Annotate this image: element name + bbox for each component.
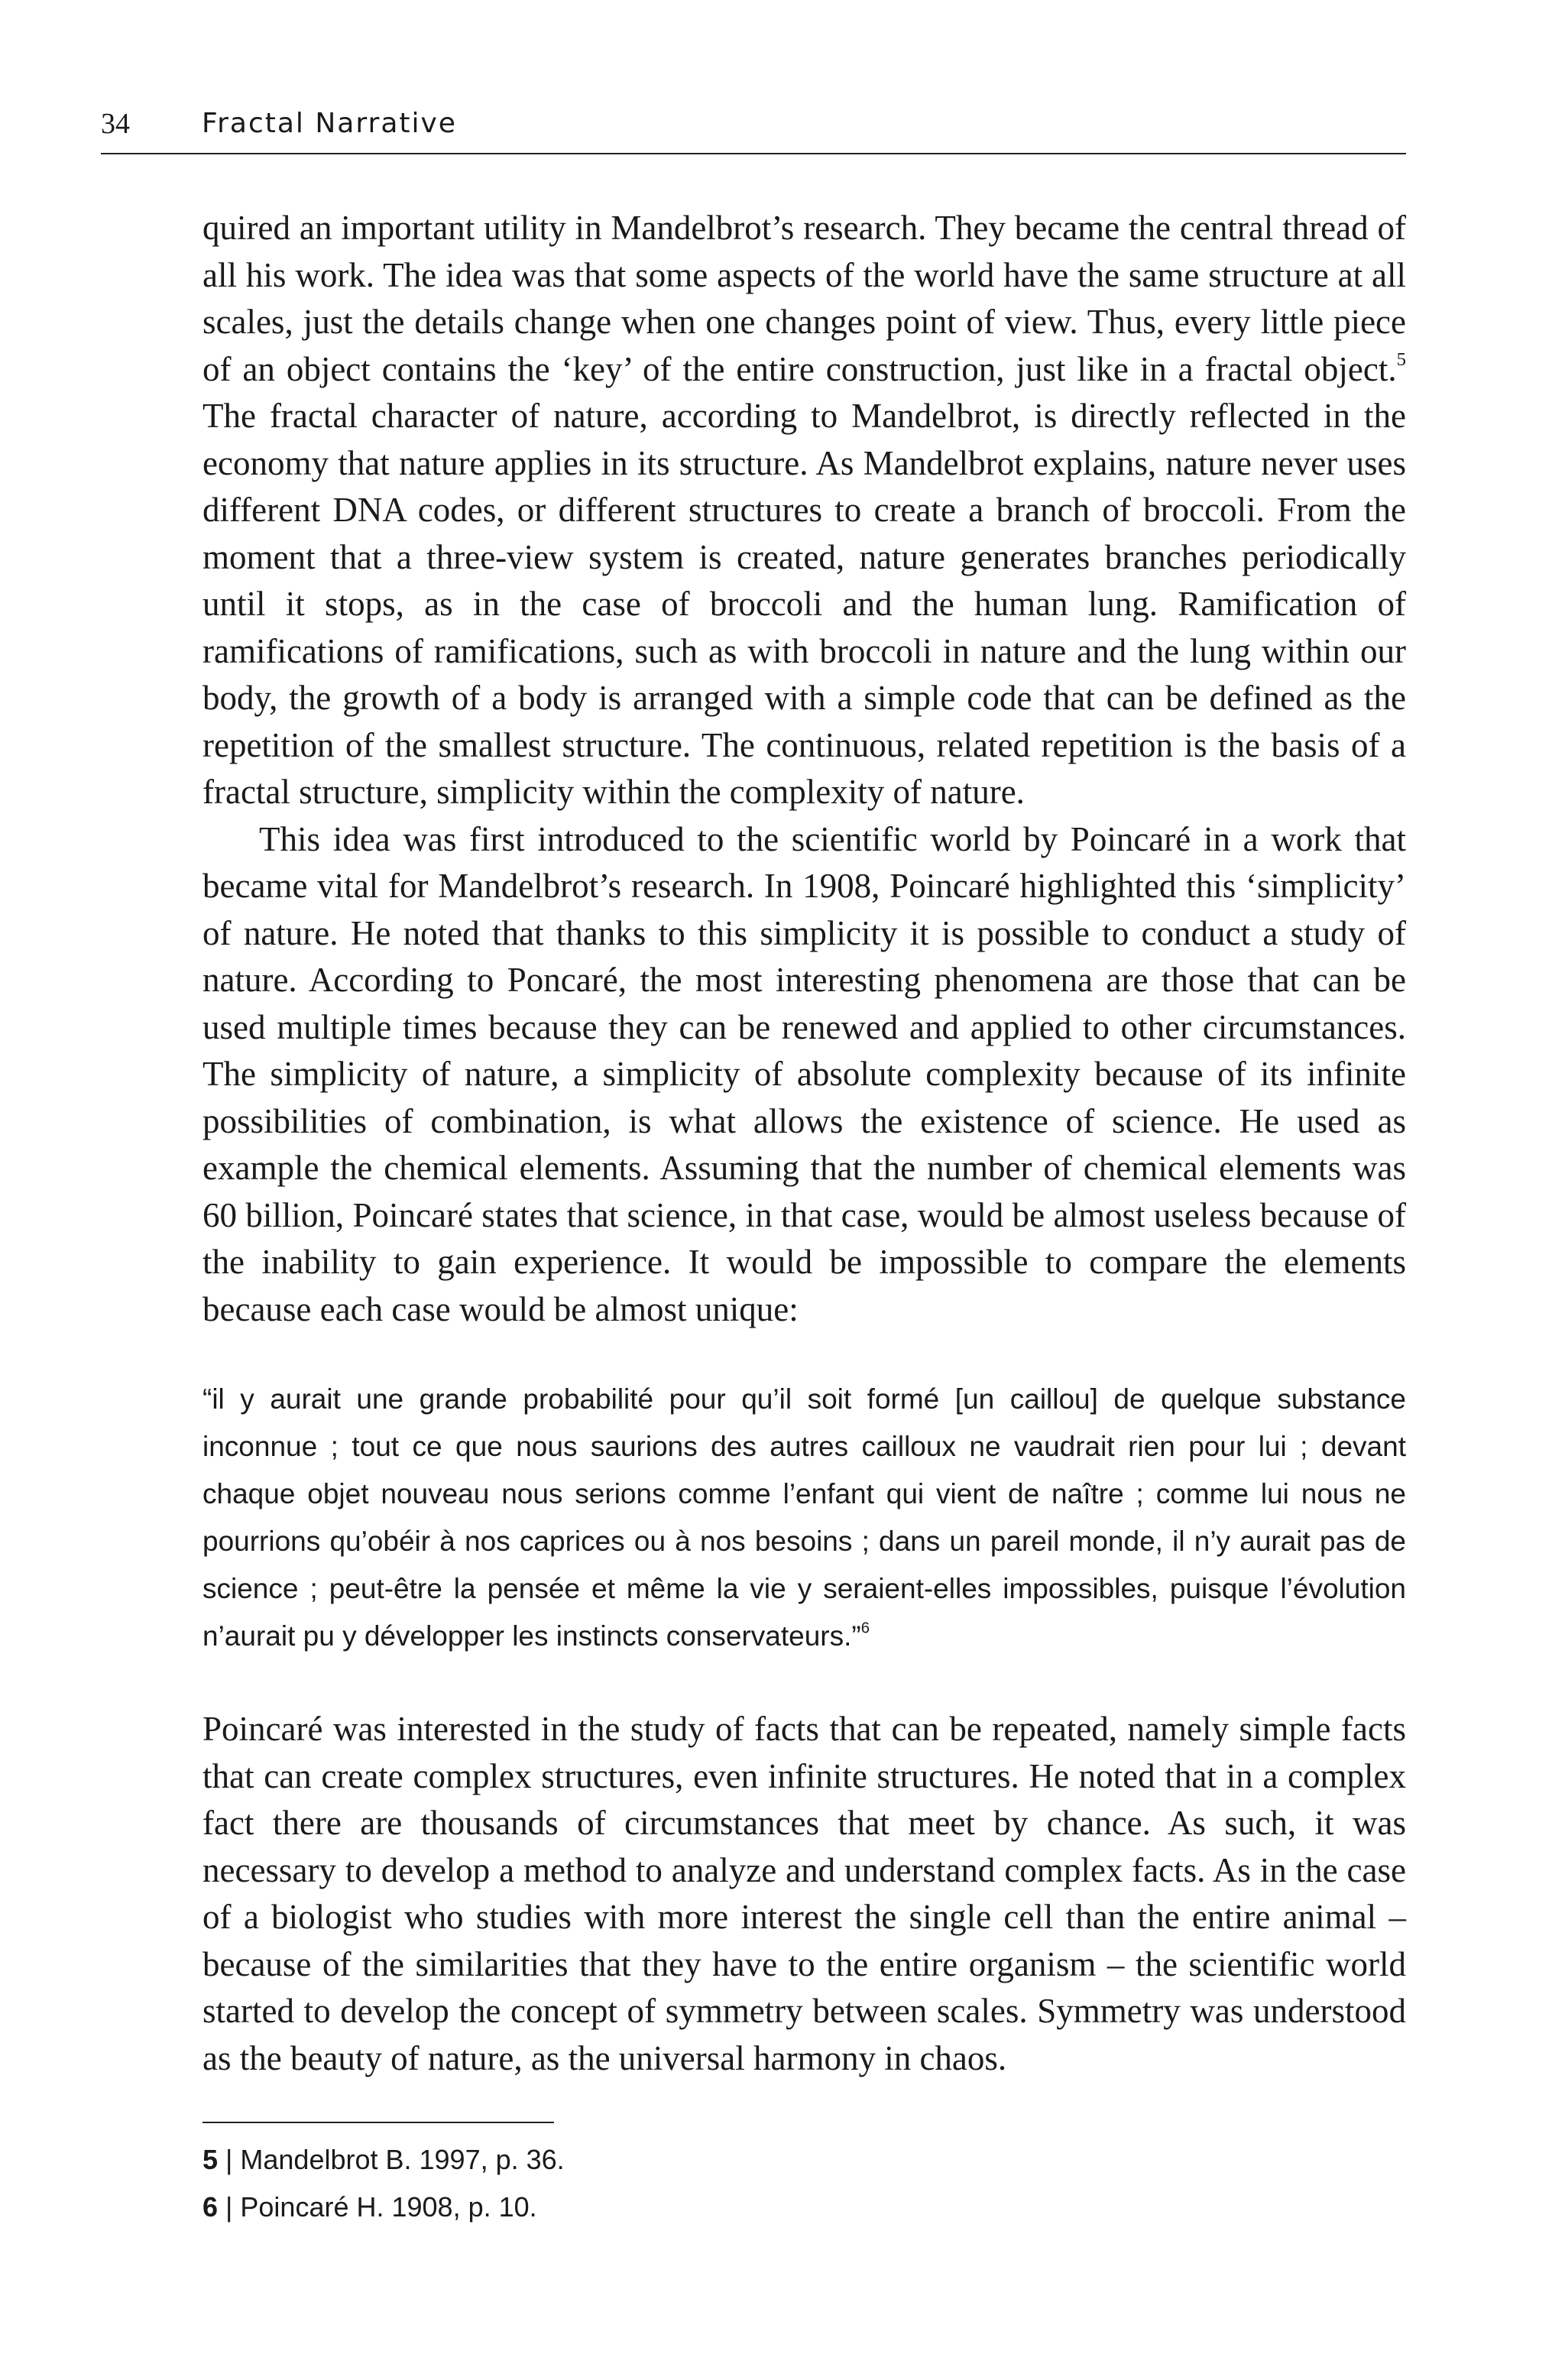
- footnote-divider: [203, 2122, 554, 2123]
- paragraph-1: [203, 205, 1406, 816]
- running-title: Fractal Narrative: [202, 108, 457, 139]
- paragraph-3: Poincaré was interested in the study of facts that can be repeated, namely simple facts that can create complex structures, even infinite structures. He noted that in a complex fact there are thousands of circumstances that meet by chance. As such, it was necessary to develop a method to analyze and understand complex facts. As in the case of a biologist who studies with more interest the single cell than the entire animal – because of the similarities that they have to the entire organism – the scientific world started to develop the concept of symmetry between scales. Symmetry was understood as the beauty of nature, as the universal harmony in chaos.: [203, 1710, 1406, 2077]
- footnotes: [203, 2136, 1406, 2231]
- body-text-upper: [203, 205, 1406, 1333]
- footnote-number: 6: [203, 2191, 219, 2223]
- footnote-separator: |: [225, 2144, 233, 2175]
- paragraph-1-text: quired an important utility in Mandelbrot’s research. They became the central thread of all his work. The idea was that some aspects of the world have the same structure at all scales, just the details change when one changes point of view. Thus, every little piece of an object contains the ‘key’ of the entire construction, just like in a fractal object.: [203, 209, 1406, 388]
- footnote-ref-6[interactable]: 6: [860, 1620, 870, 1637]
- page-number: 34: [101, 108, 130, 140]
- block-quote: [203, 1376, 1406, 1660]
- footnote-number: 5: [203, 2144, 219, 2175]
- footnote-6: [203, 2184, 1406, 2231]
- footnote-text: Mandelbrot B. 1997, p. 36.: [240, 2144, 565, 2175]
- paragraph-2: This idea was first introduced to the scientific world by Poincaré in a work that became vital for Mandelbrot’s research. In 1908, Poincaré highlighted this ‘simplicity’ of nature. He noted that thanks to this simplicity it is possible to conduct a study of nature. According to Poncaré, the most interesting phenomena are those that can be used multiple times because they can be renewed and applied to other circumstances. The simplicity of nature, a simplicity of absolute complexity because of its infinite possibilities of combination, is what allows the existence of science. He used as example the chemical elements. Assuming that the number of chemical elements was 60 billion, Poincaré states that science, in that case, would be almost useless because of the inability to gain experience. It would be impossible to compare the elements because each case would be almost unique:: [203, 819, 1406, 1328]
- footnote-5: [203, 2136, 1406, 2184]
- footnote-separator: |: [225, 2191, 233, 2223]
- paragraph-1-continuation: The fractal character of nature, according to Mandelbrot, is directly reflected in the economy that nature applies in its structure. As Mandelbrot explains, nature never uses different DNA codes, or different structures to create a branch of broccoli. From the moment that a three-view system is created, nature generates branches periodically until it stops, as in the case of broccoli and the human lung. Ramification of ramifications of ramifications, such as with broccoli in nature and the lung within our body, the growth of a body is arranged with a simple code that can be defined as the repetition of the smallest structure. The continuous, related repetition is the basis of a fractal structure, simplicity within the complexity of nature.: [203, 397, 1406, 811]
- running-header: [101, 101, 1406, 154]
- footnote-ref-5[interactable]: 5: [1396, 349, 1406, 370]
- body-text-lower: [203, 1706, 1406, 2082]
- block-quote-text: “il y aurait une grande probabilité pour qu’il soit formé [un caillou] de quelque substance inconnue ; tout ce que nous saurions des autres cailloux ne vaudrait rien pour lui ; devant chaque objet nouveau nous serions comme l’enfant qui vient de naître ; comme lui nous ne pourrions qu’obéir à nos caprices ou à nos besoins ; dans un pareil monde, il n’y aurait pas de science ; peut-être la pensée et même la vie y seraient-elles impossibles, puisque l’évolution n’aurait pu y développer les instincts conservateurs.”: [203, 1383, 1406, 1652]
- footnote-text: Poincaré H. 1908, p. 10.: [240, 2191, 537, 2223]
